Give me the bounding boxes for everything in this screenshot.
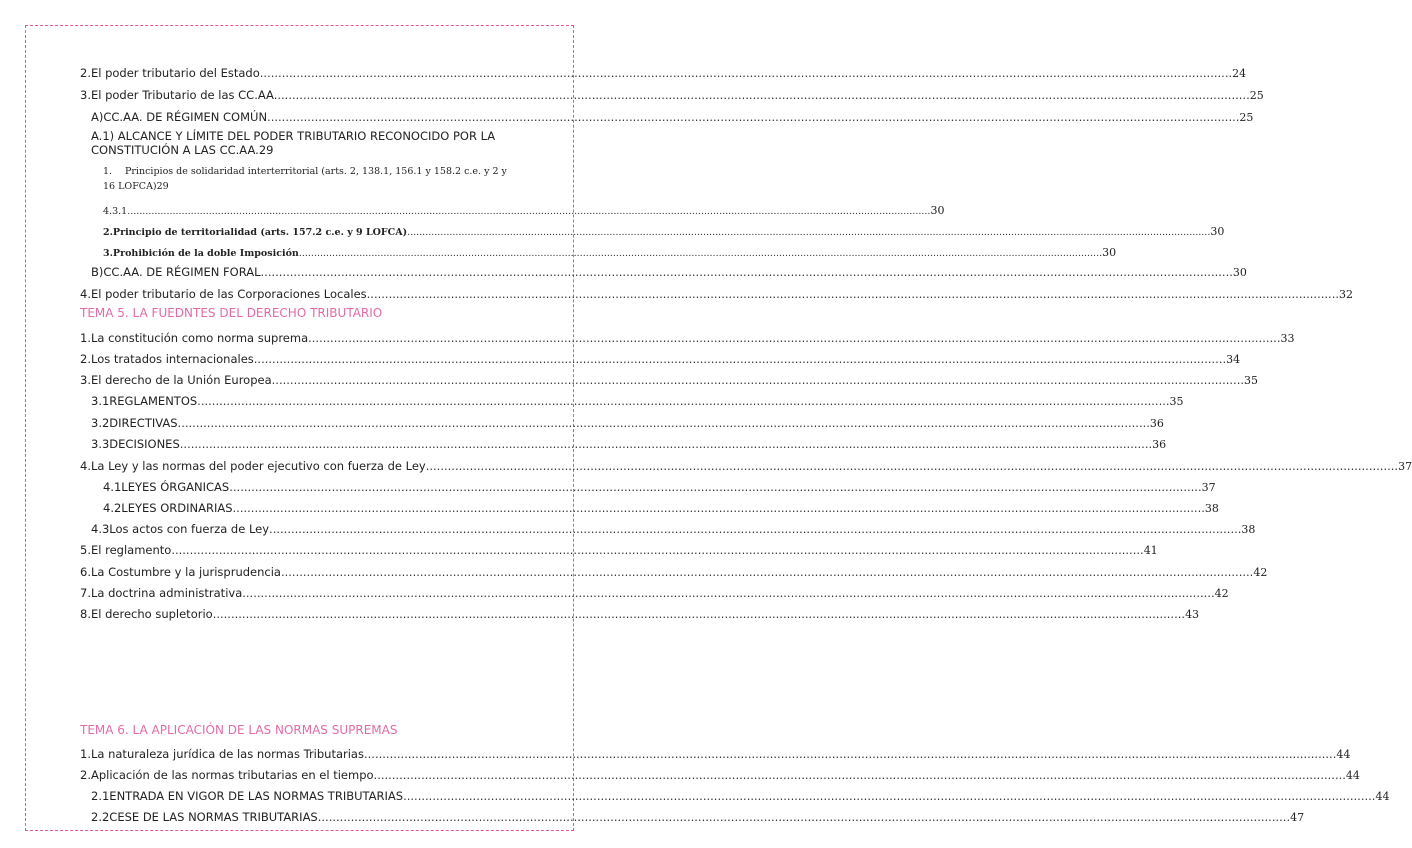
entry-page: 24 <box>1232 67 1247 80</box>
entry-page: 42 <box>1253 566 1268 579</box>
entry-title: 4.3.1 <box>103 206 128 217</box>
entry-page: 29 <box>156 181 169 192</box>
entry-number: 3. <box>80 88 91 102</box>
dot-leader <box>367 287 1339 301</box>
entry-page: 38 <box>1204 502 1219 515</box>
dot-leader <box>267 110 1239 124</box>
entry-number: 2.1 <box>91 789 110 803</box>
dot-leader <box>171 543 1143 557</box>
entry-page: 32 <box>1339 288 1354 301</box>
entry-page: 30 <box>930 204 945 217</box>
entry-title-line2-row <box>103 181 521 192</box>
entry-number: A) <box>91 110 104 124</box>
dot-leader <box>277 88 1249 102</box>
dot-leader <box>260 66 1232 80</box>
entry-title-line2: 16 LOFCA) <box>103 181 157 192</box>
entry-number: 2. <box>80 352 91 366</box>
entry-title: CESE DE LAS NORMAS TRIBUTARIAS <box>109 810 318 824</box>
dot-leader <box>197 394 1169 408</box>
toc-entry[interactable] <box>80 225 1225 238</box>
dot-leader <box>281 565 1253 579</box>
entry-page: 35 <box>1169 395 1184 408</box>
entry-title: La doctrina administrativa <box>90 586 243 600</box>
entry-page: 36 <box>1152 438 1167 451</box>
toc-entry[interactable] <box>80 789 1390 803</box>
toc-entry[interactable] <box>80 66 1247 80</box>
entry-title: El derecho supletorio <box>90 607 213 621</box>
toc-entry[interactable] <box>80 352 1241 366</box>
entry-number: 3.1 <box>91 394 110 408</box>
entry-number: 2.2 <box>91 810 110 824</box>
toc-entry[interactable] <box>80 747 1351 761</box>
entry-title: La Costumbre y la jurisprudencia <box>90 565 281 579</box>
entry-number: 1. <box>103 166 113 177</box>
dot-leader <box>407 227 1210 238</box>
entry-number: 4.3 <box>91 522 110 536</box>
entry-number: B) <box>91 265 104 279</box>
entry-page: 37 <box>1398 460 1412 473</box>
entry-number: 2. <box>80 66 91 80</box>
toc-entry[interactable] <box>80 394 1184 408</box>
entry-page: 47 <box>1290 811 1305 824</box>
entry-number: 3. <box>80 373 91 387</box>
entry-title-line1-row <box>103 166 521 177</box>
entry-title: La Ley y las normas del poder ejecutivo con fuerza de Ley <box>90 459 426 473</box>
entry-title: LEYES ORDINARIAS <box>121 501 233 515</box>
entry-page: 44 <box>1345 769 1360 782</box>
dot-leader <box>233 501 1205 515</box>
dot-leader <box>261 265 1233 279</box>
entry-number: 1. <box>80 747 91 761</box>
toc-entry[interactable] <box>80 810 1305 824</box>
entry-title-line2-row <box>91 143 521 157</box>
entry-number: 3.3 <box>91 437 110 451</box>
toc-entry[interactable] <box>80 437 1167 451</box>
entry-title: El derecho de la Unión Europea <box>90 373 272 387</box>
entry-page: 41 <box>1143 544 1158 557</box>
toc-entry[interactable] <box>80 586 1229 600</box>
toc-entry[interactable] <box>80 129 521 157</box>
entry-number: 4.2 <box>103 501 122 515</box>
entry-page: 42 <box>1214 587 1229 600</box>
toc-entry[interactable] <box>80 331 1295 345</box>
dot-leader <box>318 810 1290 824</box>
dot-leader <box>242 586 1214 600</box>
entry-title-line1: A.1) ALCANCE Y LÍMITE DEL PODER TRIBUTARIO RECONOCIDO POR LA <box>91 129 496 143</box>
entry-page: 36 <box>1149 417 1164 430</box>
entry-page: 30 <box>1102 246 1117 259</box>
entry-page: 33 <box>1280 332 1295 345</box>
dot-leader <box>180 437 1152 451</box>
entry-title: CC.AA. DE RÉGIMEN COMÚN <box>103 110 268 124</box>
entry-number: 1. <box>80 331 91 345</box>
toc-entry[interactable] <box>80 373 1259 387</box>
entry-title-line2: CONSTITUCIÓN A LAS CC.AA. <box>91 143 259 157</box>
entry-title: Los actos con fuerza de Ley <box>109 522 270 536</box>
entry-page: 29 <box>258 143 274 157</box>
entry-title-line1: Principios de solidaridad interterritorial (arts. 2, 138.1, 156.1 y 158.2 c.e. y 2 y <box>125 166 507 177</box>
dot-leader <box>254 352 1226 366</box>
toc-entry[interactable] <box>80 166 521 192</box>
entry-title: El poder tributario del Estado <box>90 66 260 80</box>
dot-leader <box>229 480 1201 494</box>
entry-title: La constitución como norma suprema <box>90 331 309 345</box>
entry-page: 43 <box>1185 608 1200 621</box>
toc-entry[interactable] <box>80 768 1360 782</box>
entry-title: El poder Tributario de las CC.AA. <box>90 88 278 102</box>
entry-title: ENTRADA EN VIGOR DE LAS NORMAS TRIBUTARIAS <box>109 789 404 803</box>
entry-page: 44 <box>1375 790 1390 803</box>
toc-entry[interactable] <box>80 565 1268 579</box>
dot-leader <box>178 416 1150 430</box>
toc-entry[interactable] <box>80 246 1117 259</box>
entry-page: 25 <box>1249 89 1264 102</box>
toc-entry[interactable] <box>80 459 1412 473</box>
entry-title: La naturaleza jurídica de las normas Tributarias <box>90 747 364 761</box>
entry-page: 25 <box>1239 111 1254 124</box>
entry-title: LEYES ÓRGANICAS <box>121 480 230 494</box>
entry-title: DECISIONES <box>109 437 180 451</box>
entry-title: Prohibición de la doble Imposición <box>112 248 299 259</box>
entry-title: El reglamento <box>90 543 172 557</box>
entry-number: 8. <box>80 607 91 621</box>
dot-leader <box>299 248 1102 259</box>
entry-number: 3.2 <box>91 416 110 430</box>
entry-number: 2. <box>80 768 91 782</box>
section-heading: TEMA 6. LA APLICACIÓN DE LAS NORMAS SUPREMAS <box>80 723 398 737</box>
entry-title: El poder tributario de las Corporaciones Locales <box>90 287 367 301</box>
toc-entry[interactable] <box>80 265 1247 279</box>
entry-title: Aplicación de las normas tributarias en el tiempo <box>90 768 374 782</box>
entry-number: 6. <box>80 565 91 579</box>
toc-entry[interactable] <box>80 88 1264 102</box>
toc-entry[interactable] <box>80 543 1158 557</box>
toc-entry[interactable] <box>80 480 1216 494</box>
entry-page: 30 <box>1232 266 1247 279</box>
dot-leader <box>374 768 1346 782</box>
entry-page: 30 <box>1210 225 1225 238</box>
dot-leader <box>364 747 1336 761</box>
entry-number: 5. <box>80 543 91 557</box>
dot-leader <box>127 206 930 217</box>
toc-entry[interactable] <box>80 522 1256 536</box>
entry-title: REGLAMENTOS <box>109 394 198 408</box>
toc-entry[interactable] <box>80 110 1254 124</box>
entry-number: 2. <box>103 227 113 238</box>
toc-entry[interactable] <box>80 287 1354 301</box>
toc-entry[interactable] <box>80 416 1164 430</box>
toc-entry[interactable] <box>80 204 945 217</box>
entry-title: CC.AA. DE RÉGIMEN FORAL <box>103 265 261 279</box>
dot-leader <box>403 789 1375 803</box>
toc-entry[interactable] <box>80 607 1200 621</box>
dot-leader <box>426 459 1398 473</box>
entry-page: 37 <box>1201 481 1216 494</box>
entry-page: 38 <box>1241 523 1256 536</box>
toc-entry[interactable] <box>80 501 1219 515</box>
entry-number: 4. <box>80 287 91 301</box>
entry-title: Los tratados internacionales <box>90 352 254 366</box>
dot-leader <box>272 373 1244 387</box>
entry-title: Principio de territorialidad (arts. 157.2 c.e. y 9 LOFCA) <box>112 227 408 238</box>
entry-title: DIRECTIVAS <box>109 416 178 430</box>
entry-number: 4. <box>80 459 91 473</box>
entry-page: 34 <box>1226 353 1241 366</box>
dot-leader <box>308 331 1280 345</box>
entry-number: 3. <box>103 248 113 259</box>
section-heading: TEMA 5. LA FUEDNTES DEL DERECHO TRIBUTARIO <box>80 306 383 320</box>
entry-page: 44 <box>1336 748 1351 761</box>
entry-page: 35 <box>1244 374 1259 387</box>
dot-leader <box>269 522 1241 536</box>
entry-number: 7. <box>80 586 91 600</box>
entry-number: 4.1 <box>103 480 122 494</box>
dot-leader <box>213 607 1185 621</box>
